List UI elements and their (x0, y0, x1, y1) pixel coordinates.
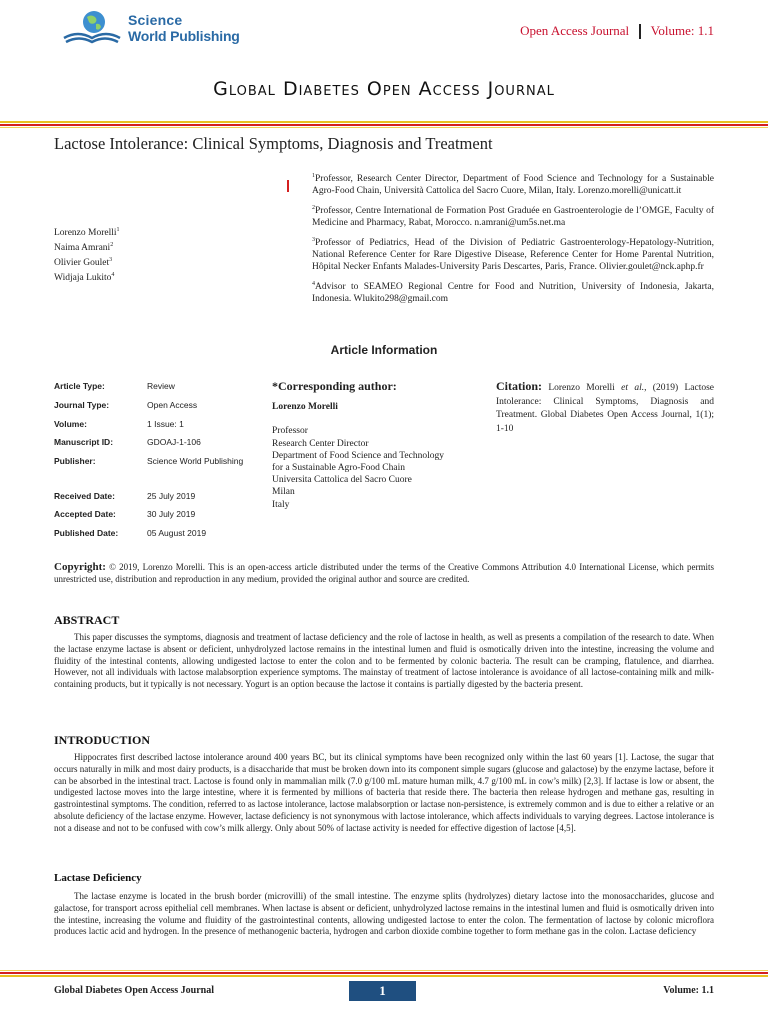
affiliation-item: $^1$Professor, Research Center Director, Department of Food Science and Technology for a Sustainable Agro-Food Chain, Università Cattolica del Sacro Cuore, Milan, Italy. Lorenzo.morelli@unicatt.it (312, 173, 714, 197)
header-rule-red (0, 124, 768, 126)
footer-rule-red (0, 972, 768, 974)
page-number: 1 (349, 981, 416, 1001)
header-rule-yellow-thin (0, 127, 768, 128)
article-title: Lactose Intolerance: Clinical Symptoms, Diagnosis and Treatment (54, 134, 493, 153)
publisher-logo[interactable] (60, 8, 240, 48)
footer-rule-yellow-thin (0, 970, 768, 971)
author-item[interactable]: Lorenzo Morelli$^1$ (54, 227, 120, 239)
corresponding-heading: *Corresponding author: (272, 379, 397, 393)
header-journal-info (520, 23, 714, 39)
affiliation-marker (287, 180, 289, 192)
journal-title: Global Diabetes Open Access Journal (213, 78, 555, 100)
header-rule-yellow (0, 121, 768, 123)
footer-journal: Global Diabetes Open Access Journal (54, 985, 215, 996)
corresponding-line: Italy (272, 499, 290, 510)
publisher-name-line2: World Publishing (128, 28, 240, 44)
header-volume: Volume: 1.1 (650, 23, 714, 38)
citation-block: Citation: Lorenzo Morelli et al., (2019) Lactose Intolerance: Clinical Symptoms, Diagnosis and Treatment. Global Diabetes Open Access Journal, 1(1); 1-10 (496, 379, 714, 434)
lactase-heading: Lactase Deficiency (54, 872, 142, 884)
access-label: Open Access Journal (520, 23, 630, 38)
author-item[interactable]: Naima Amrani$^2$ (54, 242, 114, 254)
copyright-label: Copyright: (54, 561, 106, 573)
copyright-notice: Copyright: © 2019, Lorenzo Morelli. This is an open-access article distributed under the terms of the Creative Commons Attribution 4.0 International License, which permits unrestricted use, distribution and reproduction in any medium, provided the original author and source are credited. (54, 561, 714, 584)
publisher-name-line1: Science (128, 12, 183, 28)
introduction-text: Hippocrates first described lactose intolerance around 400 years BC, but its clinical symptoms have been recognized only within the last 60 years [1]. Lactose, the sugar that occurs naturally in milk and most dairy products, is a disaccharide that must be broken down into its component simple sugars (glucose and galactose) by the enzyme lactase, before it can be absorbed in the intestinal tract. Lactose is found only in mammalian milk (7.0 g/100 mL mature human milk, 4.7 g/100 mL in cow’s milk) [2,3]. If lactase is low or absent, the undigested lactose moves into the large intestine, where it is fermented by millions of bacteria that reside there. The bacteria then release hydrogen and methane gas, resulting in gastrointestinal symptoms. The condition, referred to as lactose intolerance, lactose malabsorption or lactase non-persistence, is extremely common and is due to either a relative or an absolute deficiency of the lactase enzyme. However, lactase deficiency is not synonymous with lactose intolerance, which affects individuals to varying degrees. Lactose intolerance is not a disease and not to be confused with cow’s milk allergy. Only about 50% of lactase activity is needed for effective digestion of lactose [4,5]. (54, 752, 714, 833)
article-info-heading: Article Information (330, 343, 438, 357)
corresponding-line: Research Center Director (272, 438, 369, 449)
author-item[interactable]: Olivier Goulet$^3$ (54, 257, 113, 269)
affiliation-item: $^3$Professor of Pediatrics, Head of the Division of Pediatric Gastroenterology-Hepatology-Nutrition, National Reference Center for Rare Digestive Disease, Reference Center for Home Parental Nutrition, Hôpital Necker Enfants Malades-University Paris Descartes, Paris, France. Olivier.goulet@nck.aphp.fr (312, 236, 714, 273)
abstract-heading: ABSTRACT (54, 613, 120, 627)
introduction-heading: INTRODUCTION (54, 733, 151, 747)
corresponding-line: for a Sustainable Agro-Food Chain (272, 463, 405, 474)
lactase-text: The lactase enzyme is located in the brush border (microvilli) of the small intestine. The enzyme splits (hydrolyzes) dietary lactose into the monosaccharides, glucose and galactose, for transport across epithelial cell membranes. When lactase is absent or deficient, unhydrolyzed lactose remains in the intestinal lumen and fluid is osmotically driven into the intestine, increasing the volume and fluidity of the gastrointestinal contents, allowing undigested lactose to enter the colon. The fermentation of lactose by colonic microflora produces lactic acid and hydrogen. In the presence of methanogenic bacteria, hydrogen and carbon dioxide combine together to form methane gas in the colon. Lactase deficiency (54, 891, 714, 937)
corresponding-line: Milan (272, 487, 295, 498)
corresponding-author (272, 380, 484, 511)
abstract-text: This paper discusses the symptoms, diagnosis and treatment of lactase deficiency and the role of lactose in health, as well as presents a compilation of the research to date. When the lactase enzyme lactase is absent or deficient, unhydrolyzed lactose remains in the intestinal lumen and fluid is osmotically driven into the intestine, increasing the volume and fluidity of the intestinal contents, allowing undigested lactose to enter the colon and to be fermented by colonic bacteria. The result can be cramping, flatulence, and diarrhea. However, not all individuals with lactose malabsorption experience symptoms. The mainstay of treatment of lactose intolerance is avoidance of all lactose-containing milk and milk-containing products, but it typically is not necessary. Yogurt is an option because the lactose it contains is partially digested by the bacteria present. (54, 632, 714, 690)
citation-label: Citation: (496, 379, 542, 393)
affiliation-item: $^4$Advisor to SEAMEO Regional Centre for Food and Nutrition, University of Indonesia, Jakarta, Indonesia. Wlukito298@gmail.com (312, 280, 714, 304)
footer-rule-yellow (0, 975, 768, 977)
footer-volume: Volume: 1.1 (663, 985, 714, 996)
author-list (54, 224, 120, 285)
corresponding-name: Lorenzo Morelli (272, 402, 338, 413)
globe-book-icon (60, 8, 122, 48)
affiliation-list (312, 170, 714, 309)
corresponding-line: Professor (272, 426, 308, 437)
author-item[interactable]: Widjaja Lukito$^4$ (54, 272, 115, 284)
affiliation-item: $^2$Professor, Centre International de Formation Post Graduée en Gastroenterologie de l’OMGE, Faculty of Medicine and Pharmacy, Rabat, Morocco. n.amrani@um5s.net.ma (312, 204, 714, 229)
corresponding-line: Department of Food Science and Technology (272, 450, 444, 461)
corresponding-line: Universita Cattolica del Sacro Cuore (272, 475, 412, 486)
header-divider (639, 24, 641, 39)
